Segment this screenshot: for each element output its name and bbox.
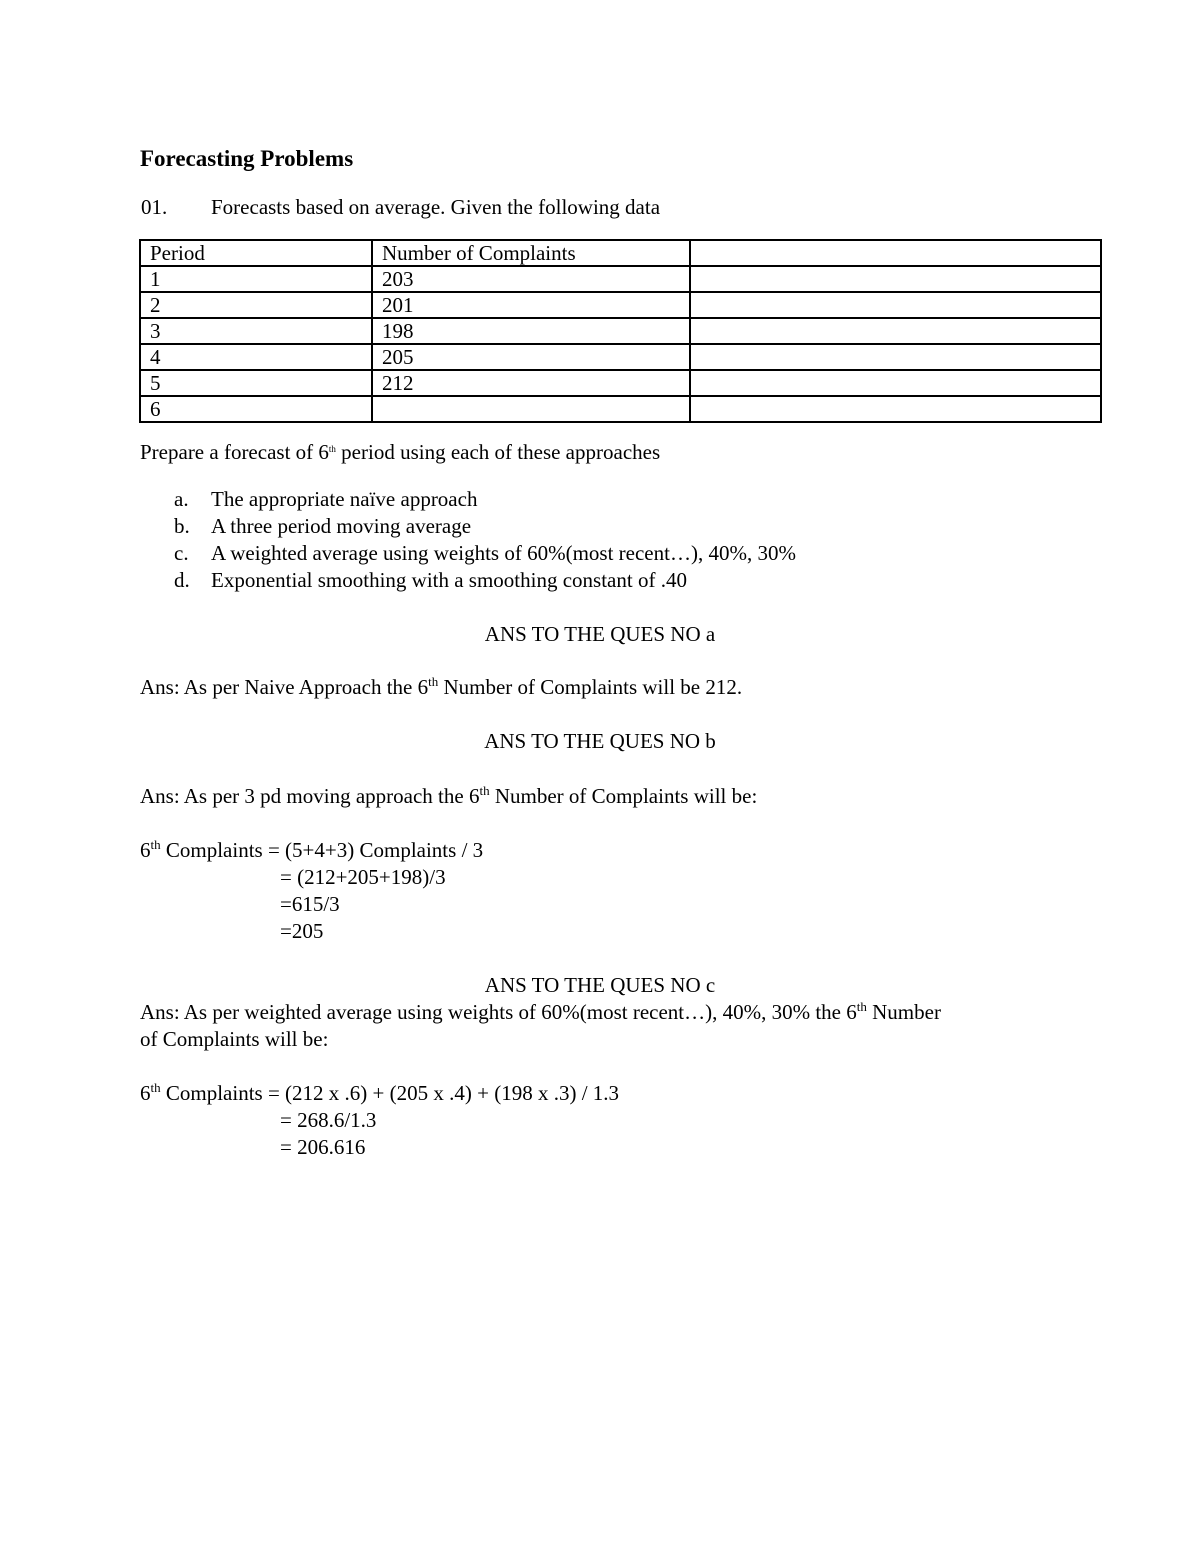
answer-c-calc-num: 6 <box>140 1081 151 1105</box>
forecast-prompt <box>140 442 660 463</box>
cell-empty <box>690 318 1101 344</box>
answer-c-calc-step: = 268.6/1.3 <box>280 1108 377 1132</box>
list-item-text: Exponential smoothing with a smoothing constant of .40 <box>211 568 687 592</box>
cell-complaints: 201 <box>372 292 690 318</box>
table-header-row <box>140 240 1101 266</box>
answer-c-superscript: th <box>856 999 867 1014</box>
cell-period: 2 <box>140 292 372 318</box>
answer-b-calc-sup: th <box>150 837 161 852</box>
prompt-text-after: period using each of these approaches <box>335 440 661 464</box>
cell-period: 4 <box>140 344 372 370</box>
answer-b-calc-first <box>140 837 484 862</box>
answer-b-text-after: Number of Complaints will be: <box>489 784 758 808</box>
list-marker: a. <box>174 487 189 511</box>
answer-c-calc-step: = 206.616 <box>280 1135 366 1159</box>
list-marker: b. <box>174 514 190 538</box>
table-row <box>140 370 1101 396</box>
answer-b-calc-step: =615/3 <box>280 892 340 916</box>
list-marker: c. <box>174 541 189 565</box>
answer-c-heading: ANS TO THE QUES NO c <box>484 973 716 997</box>
table-row <box>140 266 1101 292</box>
table-row <box>140 292 1101 318</box>
prompt-superscript: th <box>328 444 336 454</box>
answer-a-text-after: Number of Complaints will be 212. <box>438 675 743 699</box>
answer-b-calc-num: 6 <box>140 838 151 862</box>
cell-empty <box>690 396 1101 422</box>
list-item-text: The appropriate naïve approach <box>211 487 478 511</box>
answer-b-calc-text: Complaints = (5+4+3) Complaints / 3 <box>160 838 484 862</box>
cell-period: 5 <box>140 370 372 396</box>
answer-b-calc-step: =205 <box>280 919 324 943</box>
cell-period: 1 <box>140 266 372 292</box>
answer-c-line1 <box>140 999 941 1024</box>
header-empty <box>690 240 1101 266</box>
answer-a-heading: ANS TO THE QUES NO a <box>484 622 716 646</box>
cell-empty <box>690 344 1101 370</box>
answer-c-calc-sup: th <box>150 1080 161 1095</box>
cell-complaints: 212 <box>372 370 690 396</box>
header-period: Period <box>140 240 372 266</box>
table-row <box>140 344 1101 370</box>
cell-empty <box>690 370 1101 396</box>
list-item-text: A weighted average using weights of 60%(most recent…), 40%, 30% <box>211 541 796 565</box>
page-title: Forecasting Problems <box>140 146 354 171</box>
answer-c-line2: of Complaints will be: <box>140 1027 329 1051</box>
cell-empty <box>690 266 1101 292</box>
list-marker: d. <box>174 568 190 592</box>
answer-a-superscript: th <box>428 674 439 689</box>
answer-b-calc-step: = (212+205+198)/3 <box>280 865 446 889</box>
question-text: Forecasts based on average. Given the following data <box>211 195 661 219</box>
cell-period: 6 <box>140 396 372 422</box>
answer-c-text-after: Number <box>866 1000 941 1024</box>
cell-complaints: 203 <box>372 266 690 292</box>
list-item-text: A three period moving average <box>211 514 472 538</box>
answer-b-text-before: Ans: As per 3 pd moving approach the 6 <box>140 784 480 808</box>
table-row <box>140 396 1101 422</box>
answer-a-line <box>140 674 743 699</box>
header-complaints: Number of Complaints <box>372 240 690 266</box>
prompt-text-before: Prepare a forecast of 6 <box>140 440 329 464</box>
answer-b-superscript: th <box>479 783 490 798</box>
answer-c-calc-first <box>140 1080 620 1105</box>
cell-complaints: 205 <box>372 344 690 370</box>
cell-complaints: 198 <box>372 318 690 344</box>
cell-complaints <box>372 396 690 422</box>
table-row <box>140 318 1101 344</box>
answer-b-heading: ANS TO THE QUES NO b <box>484 729 716 753</box>
cell-period: 3 <box>140 318 372 344</box>
answer-b-line <box>140 783 758 808</box>
question-number: 01. <box>141 195 168 219</box>
answer-c-calc-text: Complaints = (212 x .6) + (205 x .4) + (198 x .3) / 1.3 <box>160 1081 620 1105</box>
answer-a-text-before: Ans: As per Naive Approach the 6 <box>140 675 429 699</box>
complaints-table <box>139 239 1102 423</box>
answer-c-text-before: Ans: As per weighted average using weights of 60%(most recent…), 40%, 30% the 6 <box>140 1000 857 1024</box>
cell-empty <box>690 292 1101 318</box>
